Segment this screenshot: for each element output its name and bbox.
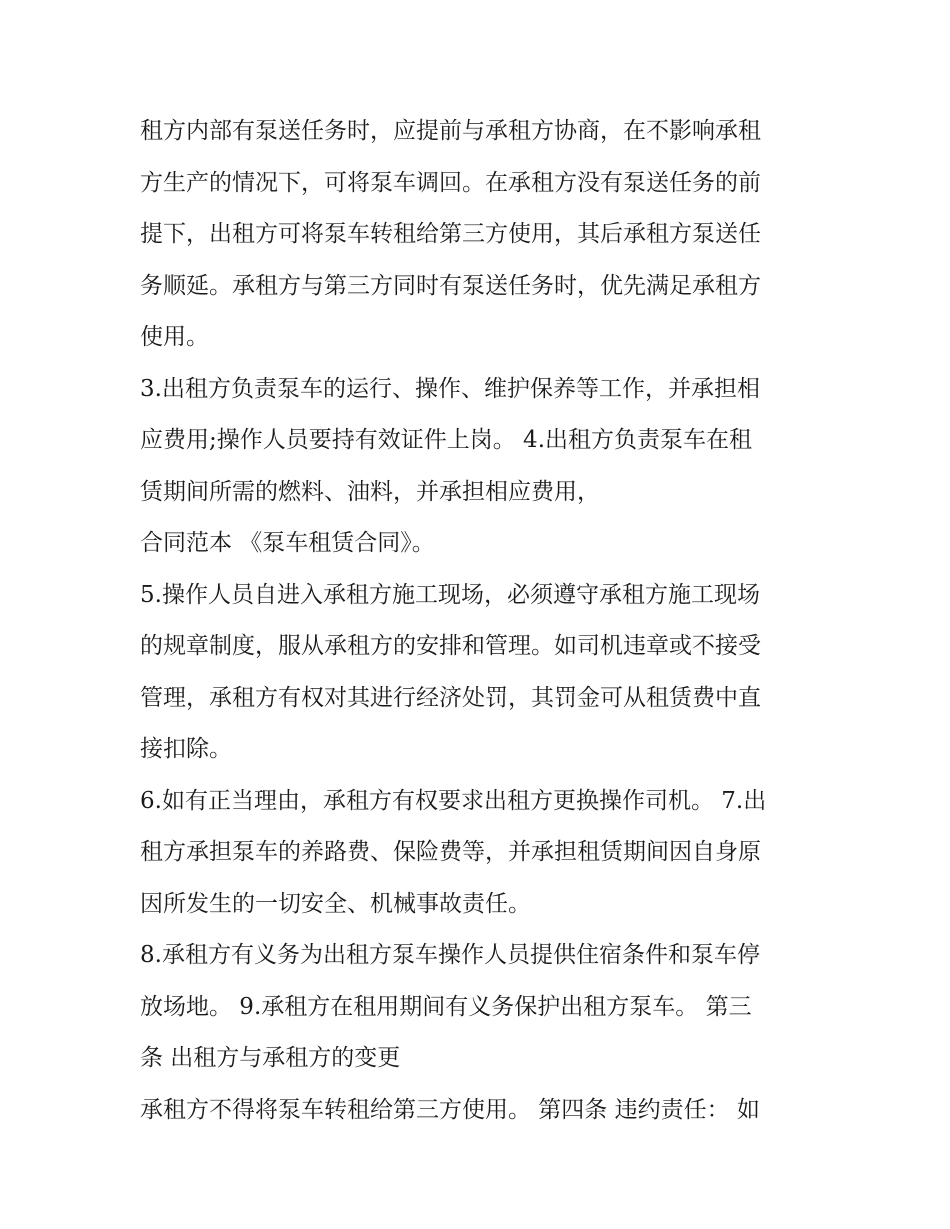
text-line: 应费用;操作人员要持有效证件上岗。 4.出租方负责泵车在租 [140,427,753,453]
text-line: 3.出租方负责泵车的运行、操作、维护保养等工作，并承担相 [140,375,760,402]
text-line: 使用。 [140,324,209,350]
text-line: 条 出租方与承租方的变更 [140,1045,401,1071]
document-body [140,106,820,1136]
text-line: 合同范本 《泵车租赁合同》。 [140,530,435,556]
text-line: 8.承租方有义务为出租方泵车操作人员提供住宿条件和泵车停 [140,942,760,968]
text-line: 6.如有正当理由，承租方有权要求出租方更换操作司机。 7.出 [140,787,767,814]
text-line: 的规章制度，服从承租方的安排和管理。如司机违章或不接受 [140,633,761,659]
text-line: 接扣除。 [140,736,232,762]
text-line: 管理，承租方有权对其进行经济处罚，其罚金可从租赁费中直 [140,684,761,711]
text-line: 租方内部有泵送任务时，应提前与承租方协商，在不影响承租 [140,118,761,144]
text-line: 5.操作人员自进入承租方施工现场，必须遵守承租方施工现场 [140,581,760,608]
text-line: 放场地。 9.承租方在租用期间有义务保护出租方泵车。 第三 [140,993,752,1020]
text-line: 提下，出租方可将泵车转租给第三方使用，其后承租方泵送任 [140,221,761,247]
text-line: 因所发生的一切安全、机械事故责任。 [140,890,531,917]
text-line: 方生产的情况下，可将泵车调回。在承租方没有泵送任务的前 [140,169,761,196]
text-line: 租方承担泵车的养路费、保险费等，并承担租赁期间因自身原 [140,839,761,865]
text-line: 承租方不得将泵车转租给第三方使用。 第四条 违约责任： 如 [140,1096,760,1123]
text-line: 赁期间所需的燃料、油料，并承担相应费用， [140,478,600,505]
text-line: 务顺延。承租方与第三方同时有泵送任务时，优先满足承租方 [140,272,761,299]
